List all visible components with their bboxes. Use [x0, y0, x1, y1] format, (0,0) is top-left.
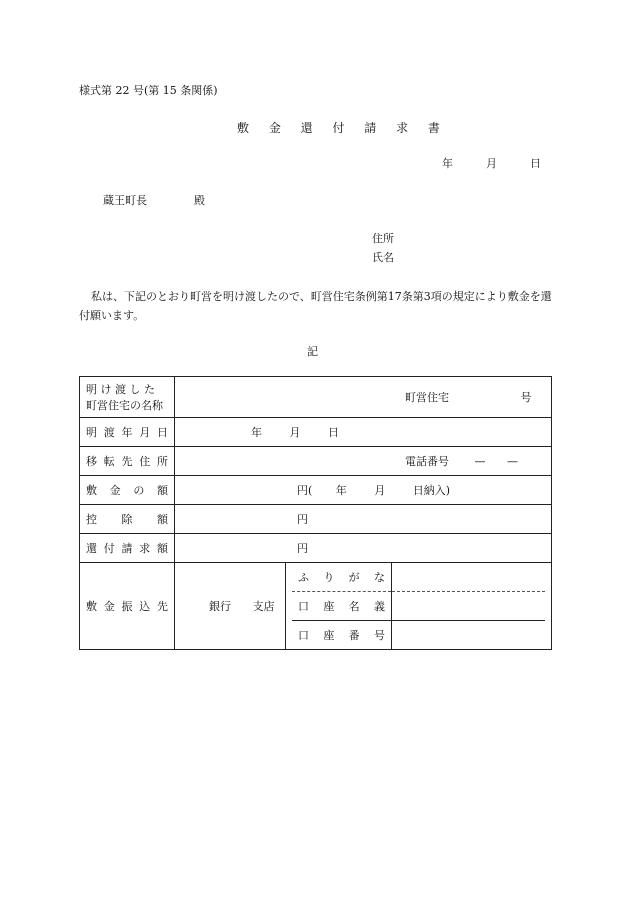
deposit-month: 月: [374, 484, 386, 497]
label-char: 額: [156, 484, 168, 497]
label-housing-name: [80, 377, 175, 418]
label-char: 額: [157, 513, 168, 526]
date-year: 年: [442, 157, 453, 170]
branch-label: 支店: [252, 600, 275, 613]
label-char: 番: [348, 629, 360, 642]
label-char: 明: [86, 426, 97, 439]
field-bank[interactable]: [175, 563, 286, 650]
field-furigana[interactable]: [392, 563, 546, 592]
addressee: [103, 192, 205, 208]
label-char: ふ: [298, 571, 309, 584]
field-new-address[interactable]: [175, 447, 552, 476]
housing-suffix: 町営住宅: [405, 391, 449, 404]
label-char: 還: [86, 542, 97, 555]
label-char: 振: [121, 600, 133, 613]
field-deposit-amount[interactable]: [175, 476, 552, 505]
label-char: 座: [323, 629, 335, 642]
label-char: 所: [157, 455, 168, 468]
housing-number-suffix: 号: [520, 391, 532, 404]
label-char: 求: [139, 542, 151, 555]
label-char: 除: [121, 513, 133, 526]
row-new-address: [80, 447, 552, 476]
addressee-suffix: 殿: [194, 194, 205, 207]
addressee-name: 蔵王町長: [103, 194, 147, 207]
label-refund-amount: [80, 534, 175, 563]
label-char: 日: [157, 426, 168, 439]
row-deposit-amount: [80, 476, 552, 505]
field-housing-name[interactable]: [175, 377, 552, 418]
vacate-day: 日: [328, 426, 339, 439]
row-housing-name: [80, 377, 552, 418]
label-char: が: [348, 571, 360, 584]
label-char: 込: [139, 600, 151, 613]
label-housing-name-line1: 明 け 渡 し た: [86, 383, 155, 396]
label-char: 口: [298, 629, 309, 642]
deposit-paid-day: 日納入): [412, 484, 451, 497]
label-char: 金: [109, 484, 121, 497]
field-vacate-date[interactable]: [175, 418, 552, 447]
date-day: 日: [530, 157, 541, 170]
label-char: 敷: [86, 484, 97, 497]
row-deduction: [80, 505, 552, 534]
label-char: 先: [157, 600, 168, 613]
label-char: 月: [139, 426, 151, 439]
label-char: 額: [157, 542, 168, 555]
account-details: [286, 563, 552, 650]
field-account-number[interactable]: [392, 621, 546, 650]
date-month: 月: [486, 157, 497, 170]
refund-form-table: [79, 376, 552, 650]
field-refund-amount[interactable]: [175, 534, 552, 563]
address-label: 住所: [372, 232, 394, 245]
label-char: 年: [121, 426, 133, 439]
label-char: 付: [103, 542, 115, 555]
label-char: な: [373, 571, 385, 584]
label-char: 転: [103, 455, 115, 468]
name-label: 氏名: [372, 251, 394, 264]
vacate-month: 月: [289, 426, 301, 439]
phone-dash-1: —: [474, 455, 486, 468]
label-housing-name-line2: 町営住宅の名称: [86, 399, 163, 412]
label-furigana: [292, 563, 392, 592]
label-char: 敷: [86, 600, 97, 613]
label-char: 口: [298, 600, 309, 613]
ki-heading: 記: [307, 345, 318, 358]
phone-label: 電話番号: [405, 455, 449, 468]
bank-label: 銀行: [209, 600, 231, 613]
label-char: 移: [86, 455, 97, 468]
label-char: り: [323, 571, 335, 584]
label-char: 座: [323, 600, 335, 613]
statement-text: 私は、下記のとおり町営を明け渡したので、町営住宅条例第17条第3項の規定により敷金を還付願います。: [79, 290, 552, 322]
label-char: 先: [121, 455, 133, 468]
deduction-yen: 円: [297, 513, 308, 526]
label-char: 義: [373, 600, 385, 613]
label-new-address: [80, 447, 175, 476]
label-account-number: [292, 621, 392, 650]
vacate-year: 年: [251, 426, 262, 439]
field-account-name[interactable]: [392, 592, 546, 621]
label-char: 名: [348, 600, 360, 613]
label-char: 住: [139, 455, 151, 468]
row-transfer: [80, 563, 552, 650]
document-title: 敷 金 還 付 請 求 書: [237, 121, 448, 135]
form-number: 様式第 22 号(第 15 条関係): [79, 84, 218, 97]
label-char: 号: [373, 629, 385, 642]
deposit-year: 年: [335, 484, 347, 497]
field-deduction[interactable]: [175, 505, 552, 534]
label-vacate-date: [80, 418, 175, 447]
label-char: の: [133, 484, 145, 497]
label-account-name: [292, 592, 392, 621]
row-refund-amount: [80, 534, 552, 563]
deposit-yen: 円(: [297, 484, 313, 497]
label-deposit-amount: [80, 476, 175, 505]
label-char: 請: [121, 542, 133, 555]
label-deduction: [80, 505, 175, 534]
phone-dash-2: —: [507, 455, 518, 468]
refund-yen: 円: [297, 542, 308, 555]
row-vacate-date: [80, 418, 552, 447]
label-char: 控: [86, 513, 97, 526]
label-char: 渡: [103, 426, 115, 439]
label-transfer: [80, 563, 175, 650]
date-line: [442, 155, 541, 171]
label-char: 金: [103, 600, 115, 613]
